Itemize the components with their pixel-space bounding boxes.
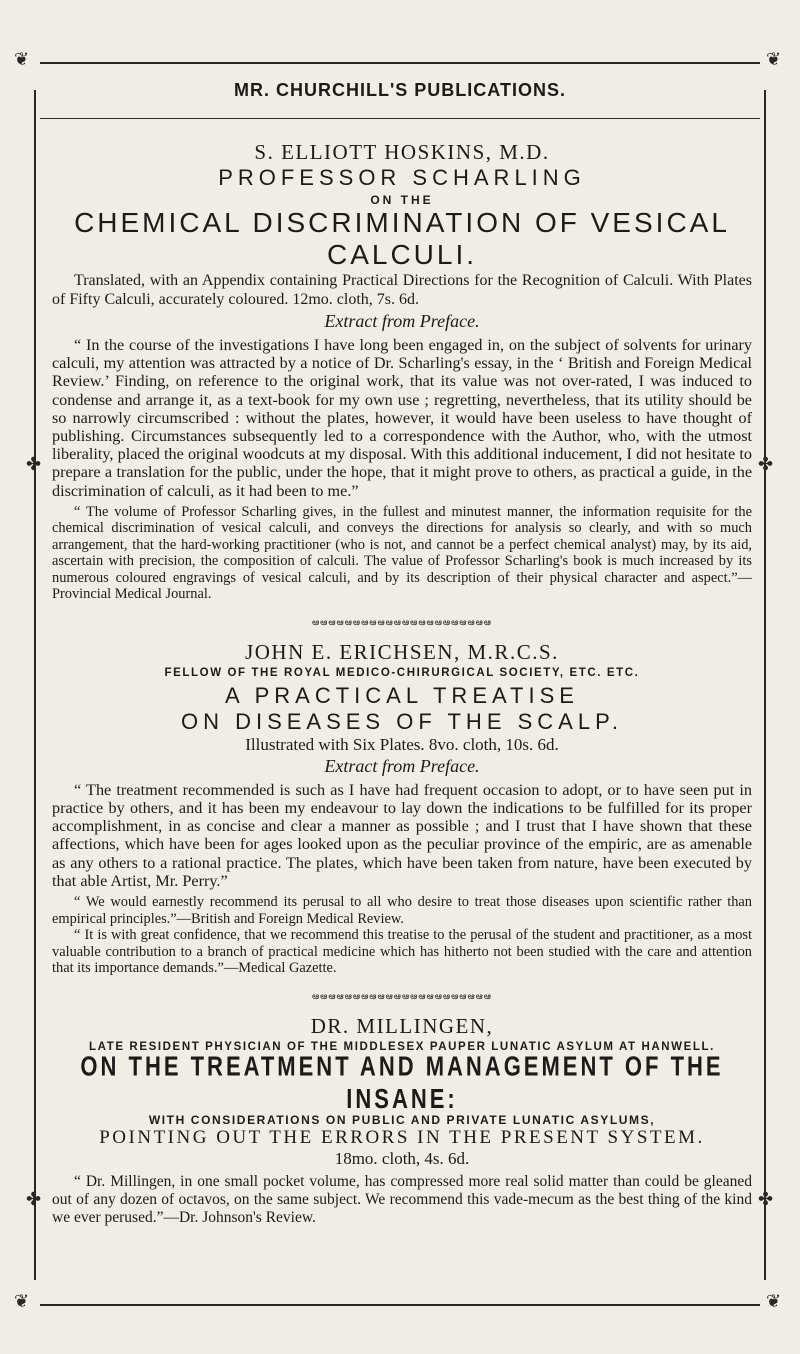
review-quote: “ The volume of Professor Scharling gives, in the fullest and minutest manner, the information requisite for the chemical discrimination of vesical calculi, and conveys the directions for analysis so clearly, and with so much arrangement, that the hard-working practitioner (who is not, and cannot be a perfect chemical analyst) may, by its aid, ascertain with precision, the composition of calculi. The value of Professor Scharling's book is much increased by its numerous coloured engravings of vesical calculi, and by its description of their physical character and aspect.”—Provincial Medical Journal. — [52, 503, 752, 603]
corner-ornament-icon: ❦ — [14, 1291, 30, 1311]
review-quote: “ It is with great confidence, that we recommend this treatise to the perusal of the student and practitioner, as a most valuable contribution to a branch of practical medicine which has hitherto not been studied with the care and attention that its importance demands.”—Medical Gazette. — [52, 927, 752, 977]
book-subtitle: WITH CONSIDERATIONS ON PUBLIC AND PRIVATE LUNATIC ASYLUMS, — [148, 1112, 656, 1127]
side-ornament-icon: ✤ — [26, 1189, 42, 1209]
author-name: DR. MILLINGEN, — [310, 1013, 494, 1038]
extract-text: “ In the course of the investigations I have long been engaged in, on the subject of solvents for urinary calculi, my attention was attracted by a notice of Dr. Scharling's essay, in the ‘ British and Foreign Medical Review.’ Finding, on reference to the original work, that its value was not over-rated, I was induced to condense and arrange it, as a text-book for my own use ; regretting, nevertheless, that its utility should be so narrowly circumscribed : without the plates, however, it would have been useless to have thought of publishing. Circumstances subsequently led to a correspondence with the Author, who, with the utmost liberality, placed the original woodcuts at my disposal. With this additional inducement, I did not hesitate to prepare a translation for the public, under the hope, that it might prove to others, as practical a guide, in the discrimination of calculi, as it had been to me.” — [52, 336, 752, 500]
publication-details: 18mo. cloth, 4s. 6d. — [334, 1148, 470, 1168]
side-ornament-icon: ✤ — [758, 1189, 774, 1209]
page-header: MR. CHURCHILL'S PUBLICATIONS. — [234, 80, 566, 100]
review-quote: “ We would earnestly recommend its perusal to all who desire to treat those diseases upon scientific rather than empirical principles.”—British and Foreign Medical Review. — [52, 894, 752, 927]
book-title-line2: ON DISEASES OF THE SCALP. — [180, 708, 624, 734]
author-affiliation: FELLOW OF THE ROYAL MEDICO-CHIRURGICAL SOCIETY, ETC. ETC. — [164, 666, 640, 679]
publication-details: Illustrated with Six Plates. 8vo. cloth, 10s. 6d. — [245, 734, 559, 754]
corner-ornament-icon: ❦ — [14, 49, 30, 69]
side-ornament-icon: ✤ — [26, 454, 42, 474]
author-affiliation: LATE RESIDENT PHYSICIAN OF THE MIDDLESEX PAUPER LUNATIC ASYLUM AT HANWELL. — [89, 1040, 715, 1053]
book-title-line1: PROFESSOR SCHARLING — [218, 165, 586, 190]
right-border-line — [764, 90, 766, 1280]
author-name: JOHN E. ERICHSEN, M.R.C.S. — [245, 639, 559, 664]
book-millingen — [52, 1014, 752, 1227]
top-border-line — [40, 62, 760, 64]
book-title-line2: POINTING OUT THE ERRORS IN THE PRESENT SYSTEM. — [99, 1126, 705, 1148]
page-content — [52, 78, 752, 1227]
section-divider: ఆఆఆఆఆఆఆఆఆఆఆఆఆఆఆఆఆఆఆఆఆఆ — [311, 990, 492, 1001]
bottom-border-line — [40, 1304, 760, 1306]
author-name: S. ELLIOTT HOSKINS, M.D. — [254, 140, 550, 164]
book-title-line2: CHEMICAL DISCRIMINATION OF VESICAL CALCULI. — [74, 207, 730, 270]
book-title-line1: A PRACTICAL TREATISE — [225, 682, 579, 708]
section-divider: ఆఆఆఆఆఆఆఆఆఆఆఆఆఆఆఆఆఆఆఆఆఆ — [311, 616, 492, 627]
book-erichsen — [52, 640, 752, 977]
book-title-on-the: ON THE — [370, 193, 434, 207]
extract-text: “ The treatment recommended is such as I have had frequent occasion to adopt, or to have seen put in practice by others, and it has been my endeavour to lay down the indications to be fulfilled for its proper accomplishment, in as concise and clear a manner as possible ; and I trust that I have shown that these affections, which have been for ages looked upon as the peculiar province of the empiric, are as amenable as any others to a rational practice. The plates, which have been taken from nature, have been executed by that able Artist, Mr. Perry.” — [52, 780, 752, 890]
side-ornament-icon: ✤ — [758, 454, 774, 474]
extract-heading: Extract from Preface. — [324, 755, 480, 776]
extract-heading: Extract from Preface. — [324, 311, 480, 331]
review-quote: “ Dr. Millingen, in one small pocket volume, has compressed more real solid matter than could be gleaned out of any dozen of octavos, on the same subject. We recommend this vade-mecum as the best thing of the kind we ever perused.”—Dr. Johnson's Review. — [52, 1172, 752, 1226]
book-scharling — [52, 140, 752, 603]
left-border-line — [34, 90, 36, 1280]
publication-details: Translated, with an Appendix containing Practical Directions for the Recognition of Calculi. With Plates of Fifty Calculi, accurately coloured. 12mo. cloth, 7s. 6d. — [52, 272, 752, 308]
book-title-line1: ON THE TREATMENT AND MANAGEMENT OF THE INSANE: — [80, 1050, 724, 1114]
corner-ornament-icon: ❦ — [766, 49, 782, 69]
corner-ornament-icon: ❦ — [766, 1291, 782, 1311]
